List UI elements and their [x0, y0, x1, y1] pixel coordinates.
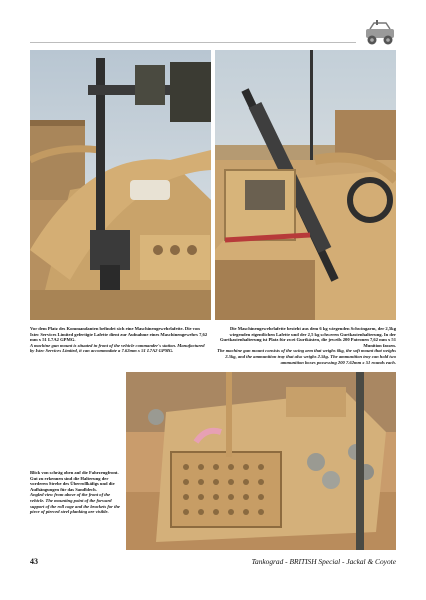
- swing-arm-mount-photo: [215, 50, 396, 320]
- footer-title: Tankograd - BRITISH Special - Jackal & Coyote: [251, 557, 396, 566]
- gpmg-commander-mount-photo: [30, 50, 211, 320]
- caption-german-text: Blick von schräg oben auf die Fahrzeugfront. Gut zu erkennen sind die Halterung der vorderen Strebe des Überrollkäfigs und die Aufhängungen für das Sandblech.: [30, 470, 119, 492]
- caption-german-text: Die Maschinengewehrlafette besteht aus dem 6 kg wiegenden Schwingarm, der 2,5kg wiegenden eigentlichen Lafette und der 2,5 kg schweren Gurtkastenhalterung. In der Gurtkastenhalterung ist Platz für zwei Gurtkästen, die jeweils 200 Patronen 7,62 mm x 51 Munition fassen.: [219, 326, 396, 348]
- caption-gpmg-mount: [30, 326, 208, 354]
- caption-german-text: Vor dem Platz des Kommandanten befindet sich eine Maschinengewehrlafette. Die von Istec Services Limited gefertigte Lafette dient zur Aufnahme eines Maschinengewehrs 7,62 mm x 51 L7A2 GPMG.: [30, 326, 208, 343]
- header-rule: [30, 42, 356, 43]
- jackal-vehicle-logo-icon: [360, 20, 400, 46]
- caption-english-text: A machine gun mount is situated in front of the vehicle commander's station. Manufactured by Istec Services Limited, it can accommodate a 7.62mm x 51 L7A2 GPMG.: [30, 342, 205, 354]
- front-vehicle-photo: [126, 372, 396, 550]
- caption-english-text: Angled view from above of the front of the vehicle. The mounting point of the forward support of the roll cage and the brackets for the piece of pierced steel planking are visible.: [30, 492, 120, 515]
- page-number: 43: [30, 557, 38, 566]
- caption-vehicle-front: [30, 470, 122, 515]
- caption-english-text: The machine gun mount consists of the swing arm that weighs 6kg, the soft mount that weighs 2.5kg, and the ammunition tray that also weighs 2.5kg. The ammunition tray can hold two ammunition boxes possessing 200 7.62mm x 51 rounds each.: [217, 348, 396, 365]
- caption-swing-arm: [214, 326, 396, 365]
